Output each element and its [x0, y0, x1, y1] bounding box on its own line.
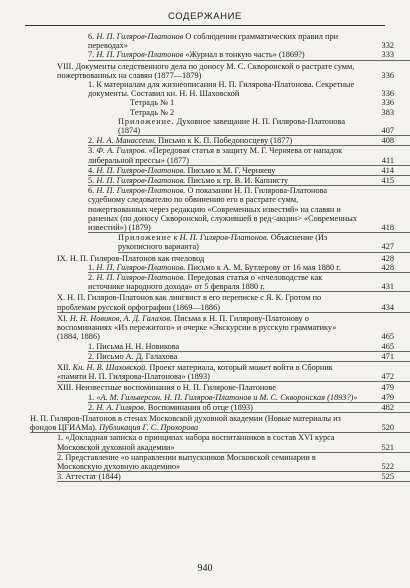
page-number-ref: 472	[381, 372, 394, 382]
page-number-ref: 521	[381, 442, 394, 452]
toc-section-xiii[interactable]: XIII. Неизвестные воспоминания о Н. П. Гилярове-Платонове 479	[57, 383, 394, 393]
toc-entry-viii-4[interactable]: 4. Н. П. Гиляров-Платонов. Письмо к М. Г. Черняеву 414	[88, 166, 410, 176]
page-number-ref: 336	[381, 89, 394, 99]
page-number-ref: 411	[381, 155, 394, 165]
toc-section-xii[interactable]: XII. Кн. Н. В. Шаховской. Проект материала, который может войти в Сборник «памяти Н. П. Гилярова-Платонова» (1893) 472	[57, 363, 410, 382]
toc-entry-vii-7[interactable]: 7. Н. П. Гиляров-Платонов «Журнал в тонкую часть» (1869?) 333	[88, 50, 410, 60]
page-number-ref: 431	[381, 282, 394, 292]
page-number-ref: 522	[381, 461, 394, 471]
toc-entry-appendix-will[interactable]: Приложение. Духовное завещание Н. П. Гилярова-Платонова (1874) 407	[118, 117, 410, 136]
toc-section-viii[interactable]: VIII. Документы следственного дела по доносу М. С. Скворонской о растрате сумм, пожертвованных на славян (1877—1879) 336	[57, 61, 394, 80]
page-number-ref: 414	[381, 165, 394, 175]
toc-entry-ix-1[interactable]: 1. Н. П. Гиляров-Платонов. Письмо к А. М. Бутлерову от 16 мая 1880 г. 428	[88, 263, 410, 273]
toc-part-academy[interactable]: Н. П. Гиляров-Платонов в стенах Московской духовной академии (Новые материалы из фондов ЦГИАМа). Публикация Г. С. Прохорова 520	[30, 414, 410, 433]
page-number-ref: 408	[381, 136, 394, 146]
toc-entry-vii-6[interactable]: 6. Н. П. Гиляров-Платонов О соблюдении грамматических правил при переводах» 332	[88, 32, 394, 51]
toc-entry-viii-6[interactable]: 6. Н. П. Гиляров-Платонов. О показании Н. П. Гилярова-Платонова судебному следователю по обвинению его в растрате сумм, пожертвованных через редакцию «Современных известий» на славян и раненых (по доносу Скворонской, служившей в ред<акции> «Современных известий») (1879) 418	[88, 186, 410, 233]
page-number-ref: 428	[381, 262, 394, 272]
toc-entry-viii-2[interactable]: 2. Н. А. Манассеин. Письмо к К. П. Победоносцеву (1877) 408	[88, 136, 410, 146]
page-number-ref: 434	[381, 302, 394, 312]
toc-entry-viii-3[interactable]: 3. Ф. А. Гиляров. «Передовая статья в защиту М. Г. Черняева от нападок либеральной прессы» (1877) 411	[88, 146, 410, 165]
toc-entry-academy-2[interactable]: 2. Представление «о направлении выпускников Московской семинарии в Московскую духовную академию» 522	[57, 453, 410, 472]
toc-entry-notebook-2[interactable]: Тетрадь № 2 383	[130, 107, 394, 117]
page-number-ref: 336	[381, 70, 394, 80]
page-number-ref: 479	[381, 392, 394, 402]
page-number-ref: 336	[381, 98, 394, 108]
toc-entry-viii-1[interactable]: 1. К материалам для жизнеописания Н. П. Гилярова-Платонова. Секретные документы. Составил кн. Н. Н. Шаховской 336	[88, 80, 394, 99]
toc-entry-appendix-explanation[interactable]: Приложение к Н. П. Гиляров-Платонов. Объяснение (Из рукописного варианта) 427	[118, 233, 410, 252]
page-number-ref: 465	[381, 341, 394, 351]
toc-entry-academy-1[interactable]: 1. «Докладная записка о принципах набора воспитанников в состав XVI курса Московской духовной академии» 521	[57, 433, 410, 452]
toc-section-x[interactable]: X. Н. П. Гиляров-Платонов как лингвист в его переписке с Я. К. Гротом по проблемам русской орфографии (1869—1886) 434	[57, 293, 410, 312]
page-number-ref: 333	[381, 50, 394, 60]
toc-section-ix[interactable]: IX. Н. П. Гиляров-Платонов как пчеловод 428	[57, 253, 394, 263]
toc-entry-notebook-1[interactable]: Тетрадь № 1 336	[130, 98, 394, 108]
table-of-contents	[0, 32, 410, 482]
toc-entry-xi-1[interactable]: 1. Письма Н. Н. Новикова 465	[88, 342, 410, 352]
page-number-ref: 482	[381, 402, 394, 412]
page-number-ref: 383	[381, 107, 394, 117]
page-number-ref: 525	[381, 472, 394, 482]
page-number-ref: 471	[381, 351, 394, 361]
page-title: СОДЕРЖАНИЕ	[168, 11, 242, 22]
toc-entry-ix-2[interactable]: 2. Н. П. Гиляров-Платонов. Передовая статья о «пчеловодстве как источнике народного дохода» от 5 февраля 1880 г. 431	[88, 273, 410, 292]
page-number-ref: 332	[381, 41, 394, 51]
toc-section-xi[interactable]: XI. Н. Н. Новиков, А. Д. Галахов. Письма к Н. П. Гилярову-Платонову о воспоминаниях «Из пережитого» и очерке «Экскурсии в русскую грамматику» (1884, 1886) 465	[57, 313, 394, 342]
page-number-ref: 415	[381, 176, 394, 186]
page-number-ref: 479	[381, 383, 394, 393]
page-number-ref: 428	[381, 253, 394, 263]
toc-entry-academy-3[interactable]: 3. Аттестат (1844) 525	[57, 472, 410, 482]
page-number-ref: 520	[381, 423, 394, 433]
header-rule	[25, 25, 385, 26]
page-number-ref: 465	[381, 332, 394, 342]
page-number: 940	[197, 563, 213, 574]
toc-entry-xiii-1[interactable]: 1. «А. М. Гильверсон. Н. П. Гиляров-Платонов и М. С. Скворонская (1893?)» 479	[88, 393, 410, 403]
running-header	[0, 0, 410, 26]
toc-entry-xiii-2[interactable]: 2. Н. А. Гиляров. Воспоминания об отце (1893) 482	[88, 403, 410, 413]
page-number-ref: 418	[381, 223, 394, 233]
toc-entry-xi-2[interactable]: 2. Письмо А. Д. Галахова 471	[88, 352, 410, 362]
toc-entry-viii-5[interactable]: 5. Н. П. Гиляров-Платонов. Письмо к гр. В. И. Капнисту 415	[88, 176, 410, 186]
page-number-ref: 407	[381, 126, 394, 136]
page-number-ref: 427	[381, 242, 394, 252]
